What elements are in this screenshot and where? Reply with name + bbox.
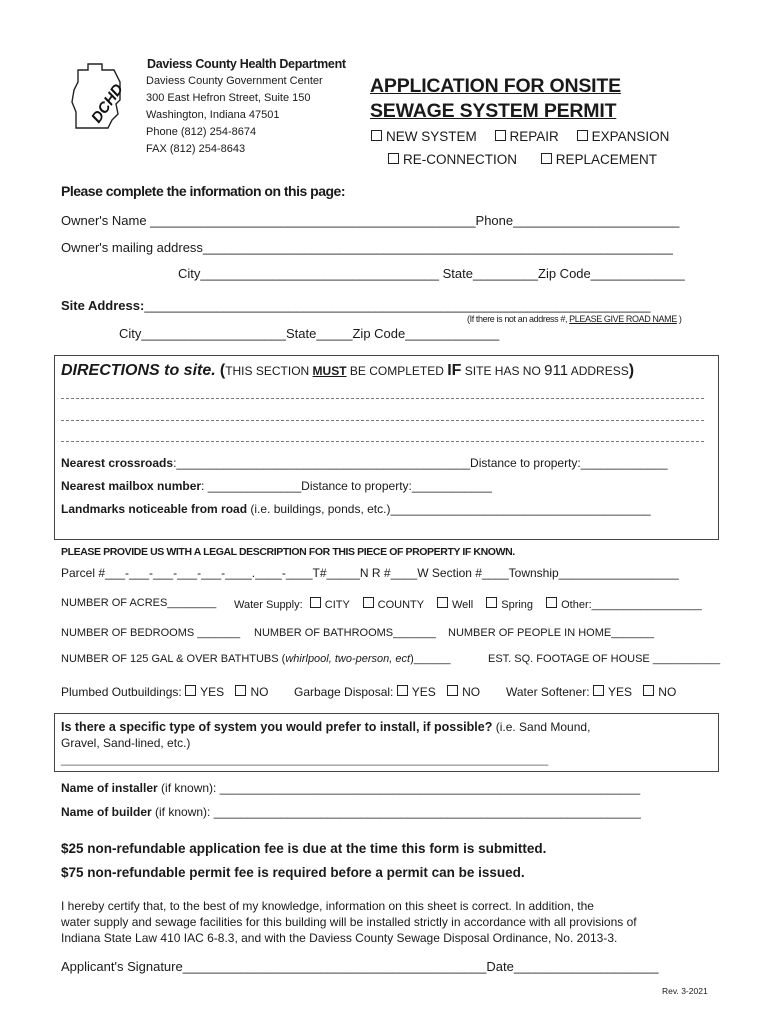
installer-field[interactable]: Name of installer (if known): _______________________________________________________________ xyxy=(61,781,641,795)
site-city-state-zip-field[interactable]: City____________________State_____Zip Code_____________ xyxy=(119,326,500,341)
checkbox-icon[interactable] xyxy=(185,685,196,696)
parcel-field[interactable]: Parcel #___-___-___-___-___-____.____-____T#_____N R #____W Section #____Township__________________ xyxy=(61,566,679,580)
checkbox-icon[interactable] xyxy=(397,685,408,696)
permit-fee-note: $75 non-refundable permit fee is required before a permit can be issued. xyxy=(61,865,525,880)
permit-type-row-1 xyxy=(371,129,669,144)
phone-line: Phone (812) 254-8674 xyxy=(146,126,257,138)
sq-footage-field[interactable]: EST. SQ. FOOTAGE OF HOUSE ___________ xyxy=(488,653,721,665)
replacement-option[interactable]: REPLACEMENT xyxy=(541,152,657,167)
address-line: 300 East Hefron Street, Suite 150 xyxy=(146,92,311,104)
revision-label: Rev. 3-2021 xyxy=(662,986,708,996)
landmarks-field[interactable]: Landmarks noticeable from road (i.e. buildings, ponds, etc.)_______________________________________ xyxy=(61,502,651,516)
checkbox-icon[interactable] xyxy=(388,153,399,164)
permit-type-row-2 xyxy=(388,152,657,167)
checkbox-icon[interactable] xyxy=(643,685,654,696)
checkbox-icon[interactable] xyxy=(541,153,552,164)
new-system-option[interactable]: NEW SYSTEM xyxy=(371,129,477,144)
bathtubs-field[interactable]: NUMBER OF 125 GAL & OVER BATHTUBS (whirlpool, two-person, ect)______ xyxy=(61,653,451,665)
checkbox-icon[interactable] xyxy=(437,597,448,608)
certification-text: I hereby certify that, to the best of my knowledge, information on this sheet is correct. In addition, the water supply and sewage facilities for this building will be installed strictly in accordance with all provisions of Indiana State Law 410 IAC 6-8.3, and with the Daviess County Sewage Disposal Ordinance, No. 2013-3. xyxy=(61,899,637,945)
system-examples: Gravel, Sand-lined, etc.) xyxy=(61,736,191,750)
checkbox-icon[interactable] xyxy=(593,685,604,696)
directions-line[interactable] xyxy=(61,420,704,421)
org-name: Daviess County Health Department xyxy=(147,57,346,71)
garbage-disposal-group: Garbage Disposal: YES NO xyxy=(294,685,481,699)
directions-heading: DIRECTIONS to site. (THIS SECTION MUST BE COMPLETED IF SITE HAS NO 911 ADDRESS) xyxy=(61,362,635,379)
dchd-logo xyxy=(68,62,130,132)
checkbox-icon[interactable] xyxy=(577,130,588,141)
people-field[interactable]: NUMBER OF PEOPLE IN HOME_______ xyxy=(448,627,655,639)
form-title: APPLICATION FOR ONSITE SEWAGE SYSTEM PERMIT xyxy=(370,75,621,122)
checkbox-icon[interactable] xyxy=(447,685,458,696)
legal-heading: PLEASE PROVIDE US WITH A LEGAL DESCRIPTION FOR THIS PIECE OF PROPERTY IF KNOWN. xyxy=(61,546,515,558)
mailing-city-state-zip-field[interactable]: City_________________________________ State_________Zip Code_____________ xyxy=(178,266,685,281)
checkbox-icon[interactable] xyxy=(310,597,321,608)
system-question: Is there a specific type of system you would prefer to install, if possible? (i.e. Sand Mound, xyxy=(61,720,591,734)
signature-date-field[interactable]: Applicant's Signature__________________________________________Date____________________ xyxy=(61,959,659,974)
plumbed-outbuildings-group: Plumbed Outbuildings: YES NO xyxy=(61,685,269,699)
system-preference-field[interactable]: _________________________________________________________________________ xyxy=(61,752,549,766)
mailing-address-field[interactable]: Owner's mailing address_________________________________________________________________ xyxy=(61,240,673,255)
reconnection-option[interactable]: RE-CONNECTION xyxy=(388,152,517,167)
nearest-crossroads-field[interactable]: Nearest crossroads:____________________________________________Distance to property:_____________ xyxy=(61,456,668,470)
checkbox-icon[interactable] xyxy=(235,685,246,696)
bathrooms-field[interactable]: NUMBER OF BATHROOMS_______ xyxy=(254,627,436,639)
address-line: Washington, Indiana 47501 xyxy=(146,109,280,121)
site-address-note: (If there is not an address #, PLEASE GIVE ROAD NAME ) xyxy=(467,314,682,324)
repair-option[interactable]: REPAIR xyxy=(495,129,559,144)
address-line: Daviess County Government Center xyxy=(146,75,323,87)
water-softener-group: Water Softener: YES NO xyxy=(506,685,677,699)
org-address xyxy=(146,73,323,158)
checkbox-icon[interactable] xyxy=(363,597,374,608)
owner-name-field[interactable]: Owner's Name _____________________________________________Phone_______________________ xyxy=(61,213,680,228)
water-supply-group: Water Supply: CITY COUNTY Well Spring Other:__________________ xyxy=(234,599,702,611)
site-address-field[interactable]: Site Address:______________________________________________________________________ xyxy=(61,298,651,313)
checkbox-icon[interactable] xyxy=(495,130,506,141)
builder-field[interactable]: Name of builder (if known): ________________________________________________________________ xyxy=(61,805,641,819)
logo-text: DCHD xyxy=(88,80,127,127)
checkbox-icon[interactable] xyxy=(371,130,382,141)
bedrooms-field[interactable]: NUMBER OF BEDROOMS _______ xyxy=(61,627,241,639)
checkbox-icon[interactable] xyxy=(546,597,557,608)
acres-field[interactable]: NUMBER OF ACRES________ xyxy=(61,597,217,609)
directions-line[interactable] xyxy=(61,441,704,442)
directions-line[interactable] xyxy=(61,398,704,399)
application-fee-note: $25 non-refundable application fee is due at the time this form is submitted. xyxy=(61,841,547,856)
expansion-option[interactable]: EXPANSION xyxy=(577,129,670,144)
fax-line: FAX (812) 254-8643 xyxy=(146,143,246,155)
nearest-mailbox-field[interactable]: Nearest mailbox number: ______________Distance to property:____________ xyxy=(61,479,492,493)
info-heading: Please complete the information on this page: xyxy=(61,183,345,199)
checkbox-icon[interactable] xyxy=(486,597,497,608)
